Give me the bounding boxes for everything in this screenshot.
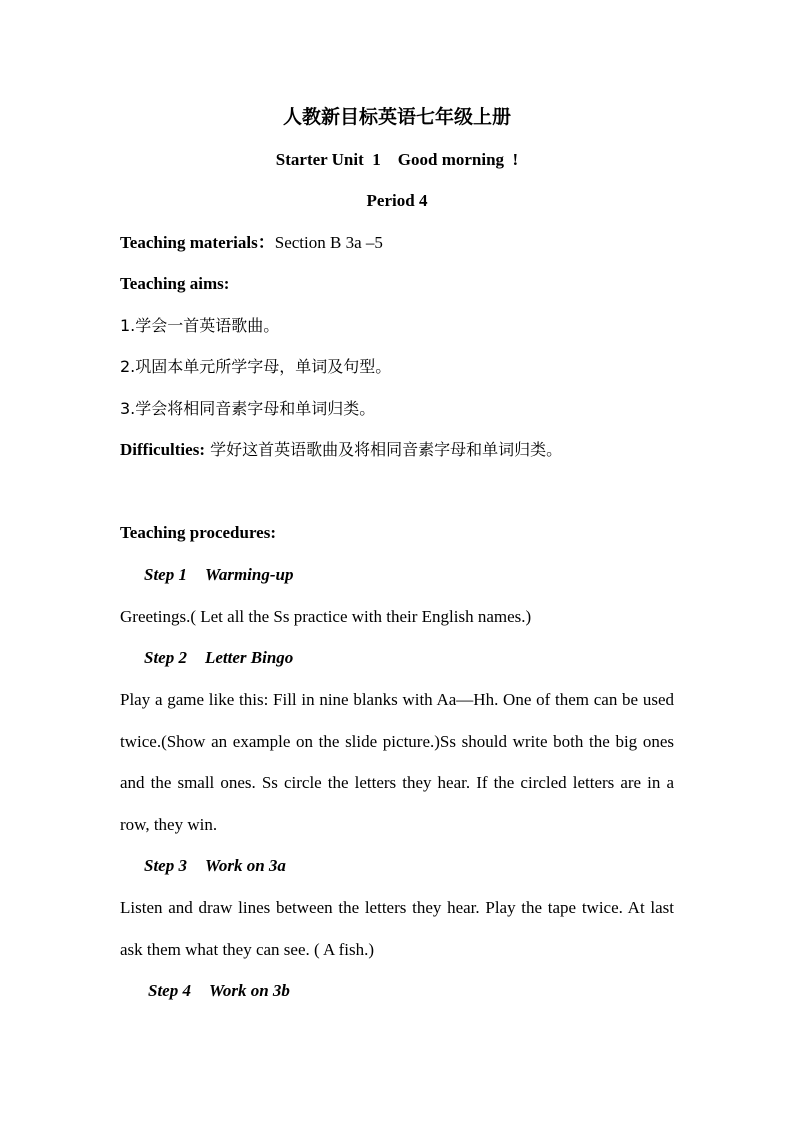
teaching-aims-label: Teaching aims: — [120, 274, 230, 293]
step-4-number: Step 4 — [148, 981, 191, 1000]
teaching-materials-label: Teaching materials： — [120, 233, 275, 252]
step-1-title: Warming-up — [204, 565, 294, 584]
step-3-heading — [144, 855, 286, 877]
teaching-procedures-label: Teaching procedures: — [120, 523, 277, 542]
difficulties-label: Difficulties: — [120, 440, 205, 459]
step-1-text: Greetings.( Let all the Ss practice with their English names.) — [120, 607, 532, 626]
teaching-materials-line — [120, 232, 383, 254]
aim-item-3: 3.学会将相同音素字母和单词归类。 — [120, 399, 376, 418]
step-1-number: Step 1 — [144, 565, 187, 584]
step-3-title: Work on 3a — [204, 856, 286, 875]
step-2-heading — [144, 647, 293, 669]
step-2-title: Letter Bingo — [204, 648, 294, 667]
step-3-number: Step 3 — [144, 856, 187, 875]
step-2-number: Step 2 — [144, 648, 187, 667]
step-4-heading — [148, 980, 290, 1002]
difficulties-value: 学好这首英语歌曲及将相同音素字母和单词归类。 — [204, 440, 563, 459]
unit-heading: Starter Unit 1 Good morning ! — [275, 150, 519, 169]
difficulties-line — [120, 439, 562, 461]
document-title: 人教新目标英语七年级上册 — [282, 106, 511, 128]
step-1-heading — [144, 564, 293, 586]
aim-item-1: 1.学会一首英语歌曲。 — [120, 316, 280, 335]
period-heading: Period 4 — [366, 191, 428, 210]
aim-item-2: 2.巩固本单元所学字母，单词及句型。 — [120, 357, 392, 376]
step-4-title: Work on 3b — [208, 981, 290, 1000]
step-2-text: Play a game like this: Fill in nine blanks with Aa—Hh. One of them can be used twice.(Show an example on the slide picture.)Ss should write both the big ones and the small ones. Ss circle the letters they hear. If the circled letters are in a row, they win. — [120, 690, 674, 834]
step-3-text: Listen and draw lines between the letters they hear. Play the tape twice. At last ask them what they can see. ( A fish.) — [120, 898, 674, 959]
teaching-materials-value: Section B 3a –5 — [274, 233, 383, 252]
